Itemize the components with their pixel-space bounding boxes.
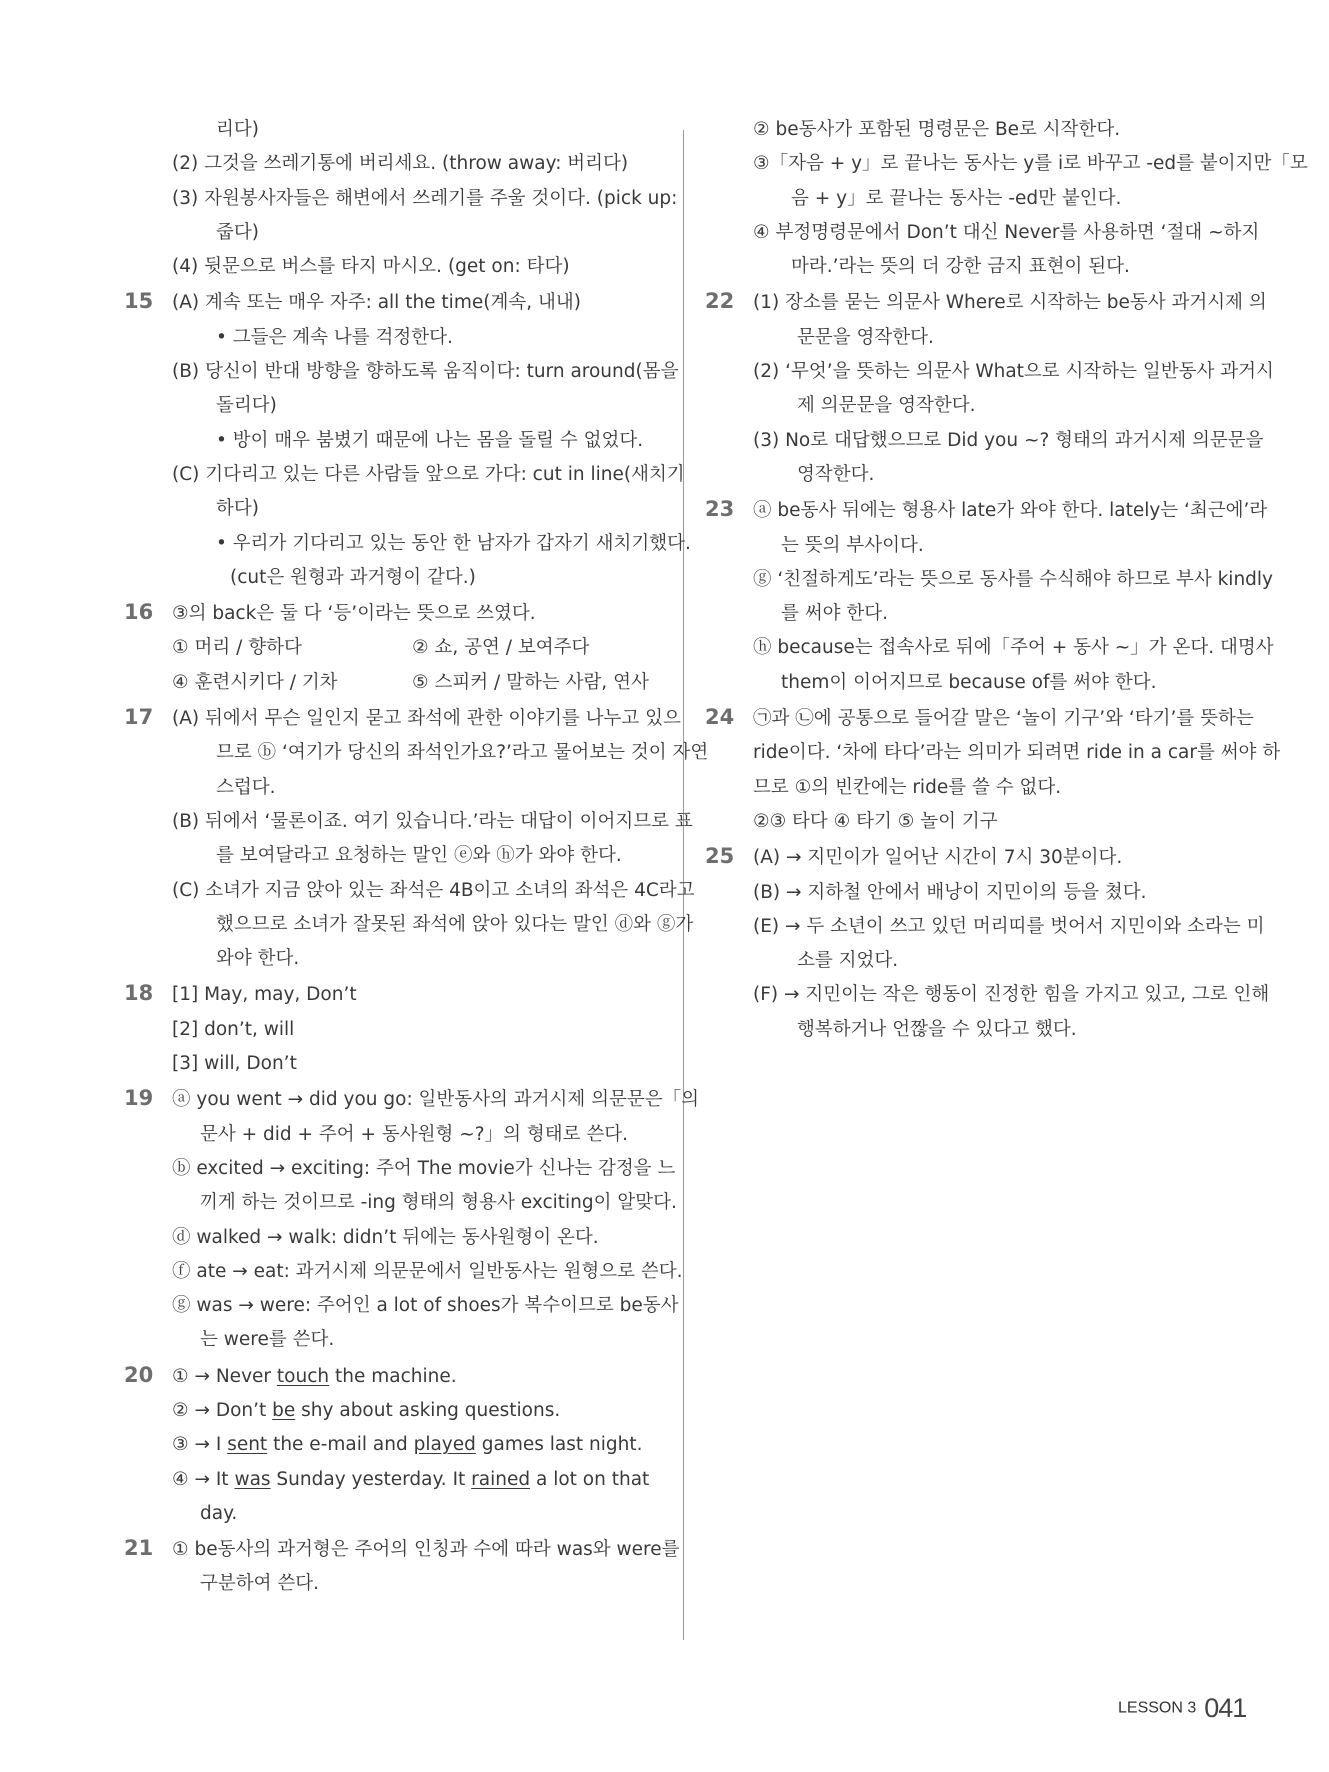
underlined-word: be xyxy=(272,1399,296,1421)
answer-text: (A) → 지민이가 일어난 시간이 7시 30분이다. xyxy=(753,847,1123,869)
answer-text: 줍다) xyxy=(216,221,259,243)
answer-text: 므로 ①의 빈칸에는 ride를 쓸 수 없다. xyxy=(753,776,1062,798)
page-number: 041 xyxy=(1204,1693,1247,1723)
answer-text: (A) 계속 또는 매우 자주: all the time(계속, 내내) xyxy=(172,292,581,314)
answer-text: ⓖ ‘친절하게도’라는 뜻으로 동사를 수식해야 하므로 부사 kindly xyxy=(753,568,1273,590)
answer-text: 소를 지었다. xyxy=(797,950,899,972)
answer-text: (4) 뒷문으로 버스를 타지 마시오. (get on: 타다) xyxy=(172,256,570,278)
answer-text: (B) 당신이 반대 방향을 향하도록 움직이다: turn around(몸을 xyxy=(172,361,679,383)
answer-text: ① → Never xyxy=(172,1365,277,1387)
answer-text: (C) 기다리고 있는 다른 사람들 앞으로 가다: cut in line(새치기 xyxy=(172,463,685,485)
question-number: 17 xyxy=(124,705,154,730)
answer-text: day. xyxy=(200,1502,238,1524)
answer-text: (3) No로 대답했으므로 Did you ~? 형태의 과거시제 의문문을 xyxy=(753,429,1264,451)
answer-text: them이 이어지므로 because of를 써야 한다. xyxy=(781,671,1157,693)
answer-22 xyxy=(705,284,1267,320)
answer-text: 는 뜻의 부사이다. xyxy=(781,534,924,556)
answer-text: 끼게 하는 것이므로 -ing 형태의 형용사 exciting이 알맞다. xyxy=(200,1192,677,1214)
answer-text: ride이다. ‘차에 타다’라는 의미가 되려면 ride in a car를 써야 하 xyxy=(753,742,1281,764)
answer-text: [3] will, Don’t xyxy=(172,1053,297,1075)
answer-text: 므로 ⓑ ‘여기가 당신의 좌석인가요?’라고 물어보는 것이 자연 xyxy=(216,742,709,764)
answer-text: 스럽다. xyxy=(216,776,276,798)
answer-text: 영작한다. xyxy=(797,463,875,485)
answer-text xyxy=(124,1428,664,1462)
answer-text: ㉠과 ㉡에 공통으로 들어갈 말은 ‘놀이 기구’와 ‘타기’를 뜻하는 xyxy=(753,708,1254,730)
answer-text: 문문을 영작한다. xyxy=(797,326,934,348)
answer-text: 하다) xyxy=(216,498,259,520)
answer-text: 는 were를 쓴다. xyxy=(200,1329,335,1351)
answer-text xyxy=(124,1394,664,1428)
answer-text: ⓓ walked → walk: didn’t 뒤에는 동사원형이 온다. xyxy=(172,1226,599,1248)
answer-text: 돌리다) xyxy=(216,395,277,417)
answer-text: ④ → It xyxy=(172,1468,235,1490)
answer-text: the e-mail and xyxy=(267,1434,414,1456)
answer-text: games last night. xyxy=(475,1434,643,1456)
answer-text: 문사 + did + 주어 + 동사원형 ~?」의 형태로 쓴다. xyxy=(200,1123,628,1145)
answer-text: ⓖ was → were: 주어인 a lot of shoes가 복수이므로 be동사 xyxy=(172,1295,679,1317)
answer-text: shy about asking questions. xyxy=(295,1399,561,1421)
answer-16 xyxy=(124,595,664,631)
question-number: 23 xyxy=(705,497,735,522)
answer-text xyxy=(124,631,664,665)
answer-text: ③「자음 + y」로 끝나는 동사는 y를 i로 바꾸고 -ed를 붙이지만「모 xyxy=(753,153,1308,175)
question-number: 20 xyxy=(124,1362,154,1387)
answer-23 xyxy=(705,492,1268,528)
answer-text: the machine. xyxy=(329,1365,457,1387)
answer-19 xyxy=(124,1081,700,1117)
answer-text: 행복하거나 언짢을 수 있다고 했다. xyxy=(797,1018,1077,1040)
answer-text: a lot on that xyxy=(530,1468,650,1490)
option-5: ⑤ 스피커 / 말하는 사람, 연사 xyxy=(412,671,649,693)
answer-text: (F) → 지민이는 작은 행동이 진정한 힘을 가지고 있고, 그로 인해 xyxy=(753,984,1270,1006)
example-sentence: • 그들은 계속 나를 걱정한다. xyxy=(216,326,453,348)
answer-text: ⓑ excited → exciting: 주어 The movie가 신나는 감정을 느 xyxy=(172,1157,676,1179)
answer-text: ④ 부정명령문에서 Don’t 대신 Never를 사용하면 ‘절대 ~하지 xyxy=(753,221,1260,243)
answer-25 xyxy=(705,839,1235,875)
answer-text: ③의 back은 둘 다 ‘등’이라는 뜻으로 쓰였다. xyxy=(172,603,536,625)
answer-20 xyxy=(124,1358,664,1394)
answer-text: 마라.’라는 뜻의 더 강한 금지 표현이 된다. xyxy=(791,256,1130,278)
left-column xyxy=(124,113,709,1602)
underlined-word: played xyxy=(413,1434,476,1456)
answer-text: ②③ 타다 ④ 타기 ⑤ 놀이 기구 xyxy=(753,810,998,832)
answer-text: (C) 소녀가 지금 앉아 있는 좌석은 4B이고 소녀의 좌석은 4C라고 xyxy=(172,879,695,901)
answer-text: [2] don’t, will xyxy=(172,1018,295,1040)
underlined-word: sent xyxy=(227,1434,268,1456)
answer-text: (B) 뒤에서 ‘물론이죠. 여기 있습니다.’라는 대답이 이어지므로 표 xyxy=(172,810,693,832)
right-column xyxy=(705,113,1308,1047)
question-number: 24 xyxy=(705,705,735,730)
question-number: 22 xyxy=(705,289,735,314)
answer-text: 리다) xyxy=(216,119,259,140)
question-number: 18 xyxy=(124,981,154,1006)
answer-text: 와야 한다. xyxy=(216,948,300,970)
answer-text: ⓕ ate → eat: 과거시제 의문문에서 일반동사는 원형으로 쓴다. xyxy=(172,1260,683,1282)
answer-24 xyxy=(705,700,1254,736)
answer-text xyxy=(124,1463,664,1497)
underlined-word: rained xyxy=(471,1468,531,1490)
answer-text: 를 보여달라고 요청하는 말인 ⓔ와 ⓗ가 와야 한다. xyxy=(216,845,622,867)
answer-text: ③ → I xyxy=(172,1434,228,1456)
lesson-label: LESSON 3 xyxy=(1118,1699,1197,1717)
underlined-word: touch xyxy=(276,1365,330,1387)
answer-15 xyxy=(124,284,664,320)
answer-18 xyxy=(124,976,664,1012)
answer-text: ⓗ because는 접속사로 뒤에「주어 + 동사 ~」가 온다. 대명사 xyxy=(753,637,1274,659)
option-4: ④ 훈련시키다 / 기차 xyxy=(172,671,338,693)
answer-text: ② be동사가 포함된 명령문은 Be로 시작한다. xyxy=(753,119,1121,140)
answer-text: 를 써야 한다. xyxy=(781,603,888,625)
underlined-word: was xyxy=(234,1468,271,1490)
answer-text: ⓐ you went → did you go: 일반동사의 과거시제 의문문은「의 xyxy=(172,1089,700,1111)
answer-text xyxy=(124,666,664,700)
answer-text: 음 + y」로 끝나는 동사는 -ed만 붙인다. xyxy=(791,187,1122,209)
option-1: ① 머리 / 향하다 xyxy=(172,637,302,659)
answer-text: (E) → 두 소년이 쓰고 있던 머리띠를 벗어서 지민이와 소라는 미 xyxy=(753,915,1265,937)
question-number: 19 xyxy=(124,1086,154,1111)
answer-text: 했으므로 소녀가 잘못된 좌석에 앉아 있다는 말인 ⓓ와 ⓖ가 xyxy=(216,913,694,935)
page-footer xyxy=(1118,1693,1246,1724)
answer-text: (3) 자원봉사자들은 해변에서 쓰레기를 주울 것이다. (pick up: xyxy=(172,187,678,209)
example-sentence: • 방이 매우 붐볐기 때문에 나는 몸을 돌릴 수 없었다. xyxy=(216,429,644,451)
answer-21 xyxy=(124,1531,680,1567)
question-number: 16 xyxy=(124,600,154,625)
answer-text: (2) 그것을 쓰레기통에 버리세요. (throw away: 버리다) xyxy=(172,153,629,175)
question-number: 15 xyxy=(124,289,154,314)
answer-text: ① be동사의 과거형은 주어의 인칭과 수에 따라 was와 were를 xyxy=(172,1539,680,1561)
answer-text: (1) 장소를 묻는 의문사 Where로 시작하는 be동사 과거시제 의 xyxy=(753,292,1267,314)
example-sentence: • 우리가 기다리고 있는 동안 한 남자가 갑자기 새치기했다. xyxy=(216,532,691,554)
answer-17 xyxy=(124,700,681,736)
question-number: 21 xyxy=(124,1536,154,1561)
option-2: ② 쇼, 공연 / 보여주다 xyxy=(412,637,590,659)
answer-text: (2) ‘무엇’을 뜻하는 의문사 What으로 시작하는 일반동사 과거시 xyxy=(753,361,1274,383)
question-number: 25 xyxy=(705,844,735,869)
answer-text: [1] May, may, Don’t xyxy=(172,984,357,1006)
answer-text: ⓐ be동사 뒤에는 형용사 late가 와야 한다. lately는 ‘최근에’라 xyxy=(753,500,1268,522)
answer-text: (A) 뒤에서 무슨 일인지 묻고 좌석에 관한 이야기를 나누고 있으 xyxy=(172,708,681,730)
answer-text: Sunday yesterday. It xyxy=(270,1468,472,1490)
answer-text: ② → Don’t xyxy=(172,1399,273,1421)
answer-text: (cut은 원형과 과거형이 같다.) xyxy=(230,566,476,588)
answer-text: (B) → 지하철 안에서 배낭이 지민이의 등을 쳤다. xyxy=(753,881,1147,903)
answer-text: 제 의문문을 영작한다. xyxy=(797,395,976,417)
answer-text: 구분하여 쓴다. xyxy=(200,1573,319,1595)
